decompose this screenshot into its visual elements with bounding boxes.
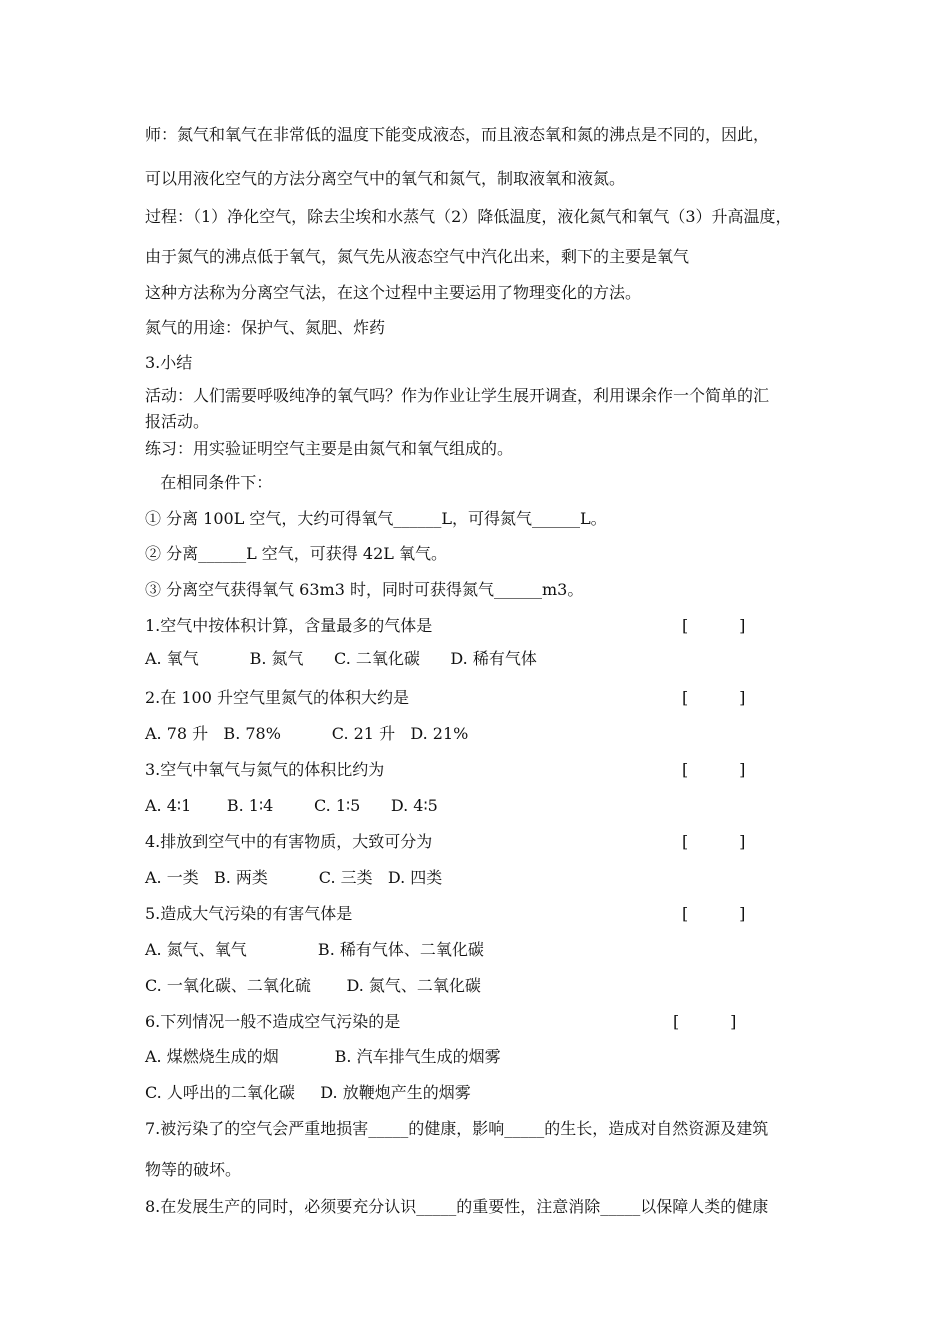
question-6-options: A. 煤燃烧生成的烟 B. 汽车排气生成的烟雾 — [145, 1047, 501, 1066]
question-5-options: A. 氮气、氧气 B. 稀有气体、二氧化碳 — [145, 940, 484, 959]
question-2-options: A. 78 升 B. 78% C. 21 升 D. 21% — [145, 724, 469, 743]
question-7: 7.被污染了的空气会严重地损害_____的健康，影响_____的生长，造成对自然资源及建筑 — [145, 1119, 769, 1138]
question-7-continued: 物等的破坏。 — [145, 1160, 242, 1179]
question-5: 5.造成大气污染的有害气体是 — [145, 904, 353, 923]
text-line: 活动：人们需要呼吸纯净的氧气吗？作为作业让学生展开调查，利用课余作一个简单的汇 — [145, 386, 770, 405]
exercise-item: ① 分离 100L 空气，大约可得氧气______L，可得氮气______L。 — [145, 509, 607, 528]
answer-bracket: [ ] — [682, 616, 746, 635]
question-5-options: C. 一氧化碳、二氧化硫 D. 氮气、二氧化碳 — [145, 976, 481, 995]
question-1-options: A. 氧气 B. 氮气 C. 二氧化碳 D. 稀有气体 — [145, 649, 537, 668]
question-6-options: C. 人呼出的二氧化碳 D. 放鞭炮产生的烟雾 — [145, 1083, 471, 1102]
answer-bracket: [ ] — [682, 904, 746, 923]
question-2: 2.在 100 升空气里氮气的体积大约是 — [145, 688, 409, 707]
exercise-item: ③ 分离空气获得氧气 63m3 时，同时可获得氮气______m3。 — [145, 580, 584, 599]
text-line: 由于氮气的沸点低于氧气，氮气先从液态空气中汽化出来，剩下的主要是氧气 — [145, 247, 690, 266]
text-line: 师：氮气和氧气在非常低的温度下能变成液态，而且液态氧和氮的沸点是不同的，因此， — [145, 125, 770, 144]
text-line: 在相同条件下： — [145, 473, 273, 492]
text-line: 可以用液化空气的方法分离空气中的氧气和氮气，制取液氧和液氮。 — [145, 169, 626, 188]
answer-bracket: [ ] — [682, 760, 746, 779]
answer-bracket: [ ] — [682, 832, 746, 851]
text-line: 报活动。 — [145, 412, 210, 431]
question-3: 3.空气中氧气与氮气的体积比约为 — [145, 760, 385, 779]
exercise-item: ② 分离______L 空气，可获得 42L 氧气。 — [145, 544, 447, 563]
answer-bracket: [ ] — [682, 688, 746, 707]
section-heading: 3.小结 — [145, 353, 193, 372]
text-line: 这种方法称为分离空气法，在这个过程中主要运用了物理变化的方法。 — [145, 283, 642, 302]
text-line: 练习：用实验证明空气主要是由氮气和氧气组成的。 — [145, 439, 514, 458]
text-line: 氮气的用途：保护气、氮肥、炸药 — [145, 318, 386, 337]
question-4: 4.排放到空气中的有害物质，大致可分为 — [145, 832, 433, 851]
question-8: 8.在发展生产的同时，必须要充分认识_____的重要性，注意消除_____以保障人类的健康 — [145, 1197, 769, 1216]
question-1: 1.空气中按体积计算，含量最多的气体是 — [145, 616, 433, 635]
question-4-options: A. 一类 B. 两类 C. 三类 D. 四类 — [145, 868, 443, 887]
answer-bracket: [ ] — [673, 1012, 737, 1031]
question-3-options: A. 4∶1 B. 1∶4 C. 1∶5 D. 4∶5 — [145, 796, 438, 815]
question-6: 6.下列情况一般不造成空气污染的是 — [145, 1012, 401, 1031]
text-line: 过程：（1）净化空气，除去尘埃和水蒸气（2）降低温度，液化氮气和氧气（3）升高温度， — [145, 207, 792, 226]
